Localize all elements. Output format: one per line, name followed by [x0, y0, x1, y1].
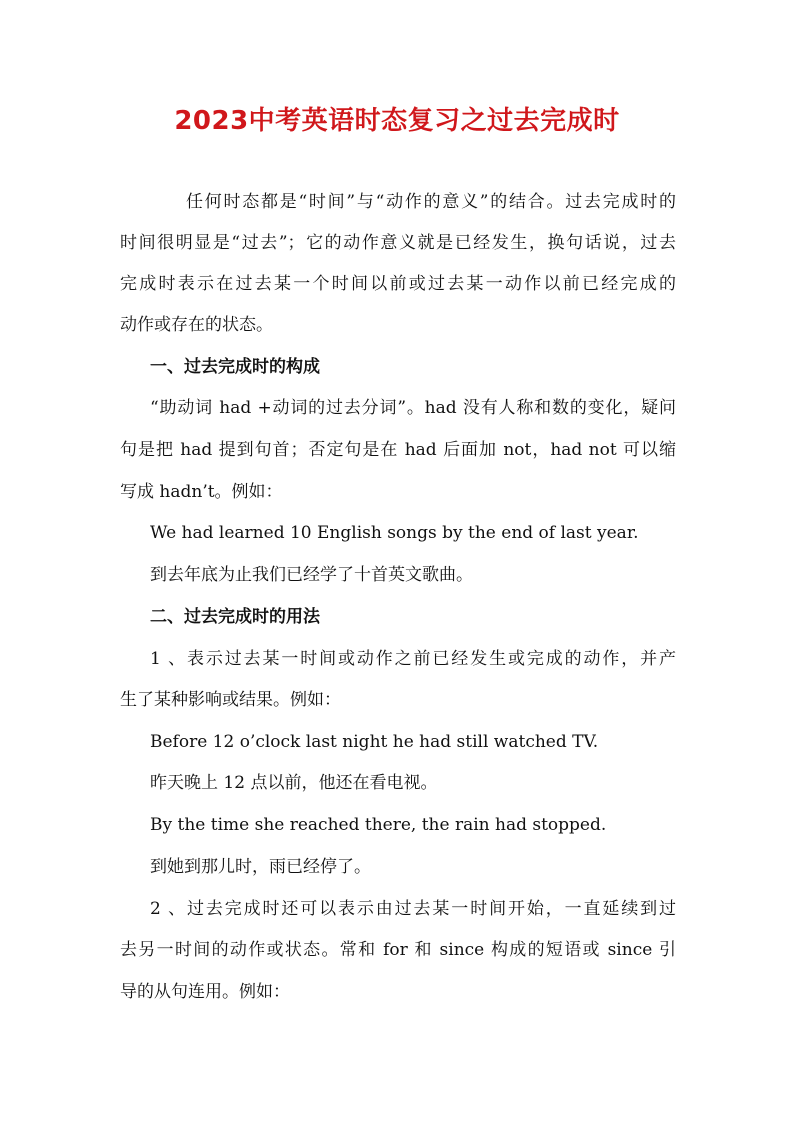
- section2-example2-cn: 到她到那儿时，雨已经停了。: [150, 857, 371, 877]
- section1-line-2: 句是把 had 提到句首；否定句是在 had 后面加 not，had not 可以缩: [120, 440, 676, 460]
- section2-point2-line-3: 导的从句连用。例如：: [120, 982, 290, 1002]
- section2-example1-cn: 昨天晚上 12 点以前，他还在看电视。: [150, 773, 438, 793]
- section1-example-en: We had learned 10 English songs by the end of last year.: [150, 523, 639, 543]
- section2-example2-en: By the time she reached there, the rain had stopped.: [150, 815, 607, 835]
- section2-heading: 二、过去完成时的用法: [150, 607, 320, 627]
- section1-line-3: 写成 hadn’t。例如：: [120, 482, 283, 502]
- section1-heading: 一、过去完成时的构成: [150, 357, 320, 377]
- section2-point2-line-2: 去另一时间的动作或状态。常和 for 和 since 构成的短语或 since 引: [120, 940, 676, 960]
- intro-line-2: 时间很明显是“过去”；它的动作意义就是已经发生，换句话说，过去: [120, 233, 676, 253]
- intro-line-4: 动作或存在的状态。: [120, 315, 273, 335]
- intro-line-1: 任何时态都是“时间”与“动作的意义”的结合。过去完成时的: [186, 192, 676, 212]
- section1-example-cn: 到去年底为止我们已经学了十首英文歌曲。: [150, 565, 473, 585]
- intro-line-3: 完成时表示在过去某一个时间以前或过去某一动作以前已经完成的: [120, 274, 676, 294]
- section1-line-1: “助动词 had +动词的过去分词”。had 没有人称和数的变化，疑问: [150, 398, 676, 418]
- page-title: 2023中考英语时态复习之过去完成时: [174, 106, 620, 136]
- section2-point2-line-1: 2 、过去完成时还可以表示由过去某一时间开始，一直延续到过: [150, 899, 676, 919]
- section2-point1-line-1: 1 、表示过去某一时间或动作之前已经发生或完成的动作，并产: [150, 649, 676, 669]
- section2-point1-line-2: 生了某种影响或结果。例如：: [120, 690, 341, 710]
- section2-example1-en: Before 12 o’clock last night he had still watched TV.: [150, 732, 599, 752]
